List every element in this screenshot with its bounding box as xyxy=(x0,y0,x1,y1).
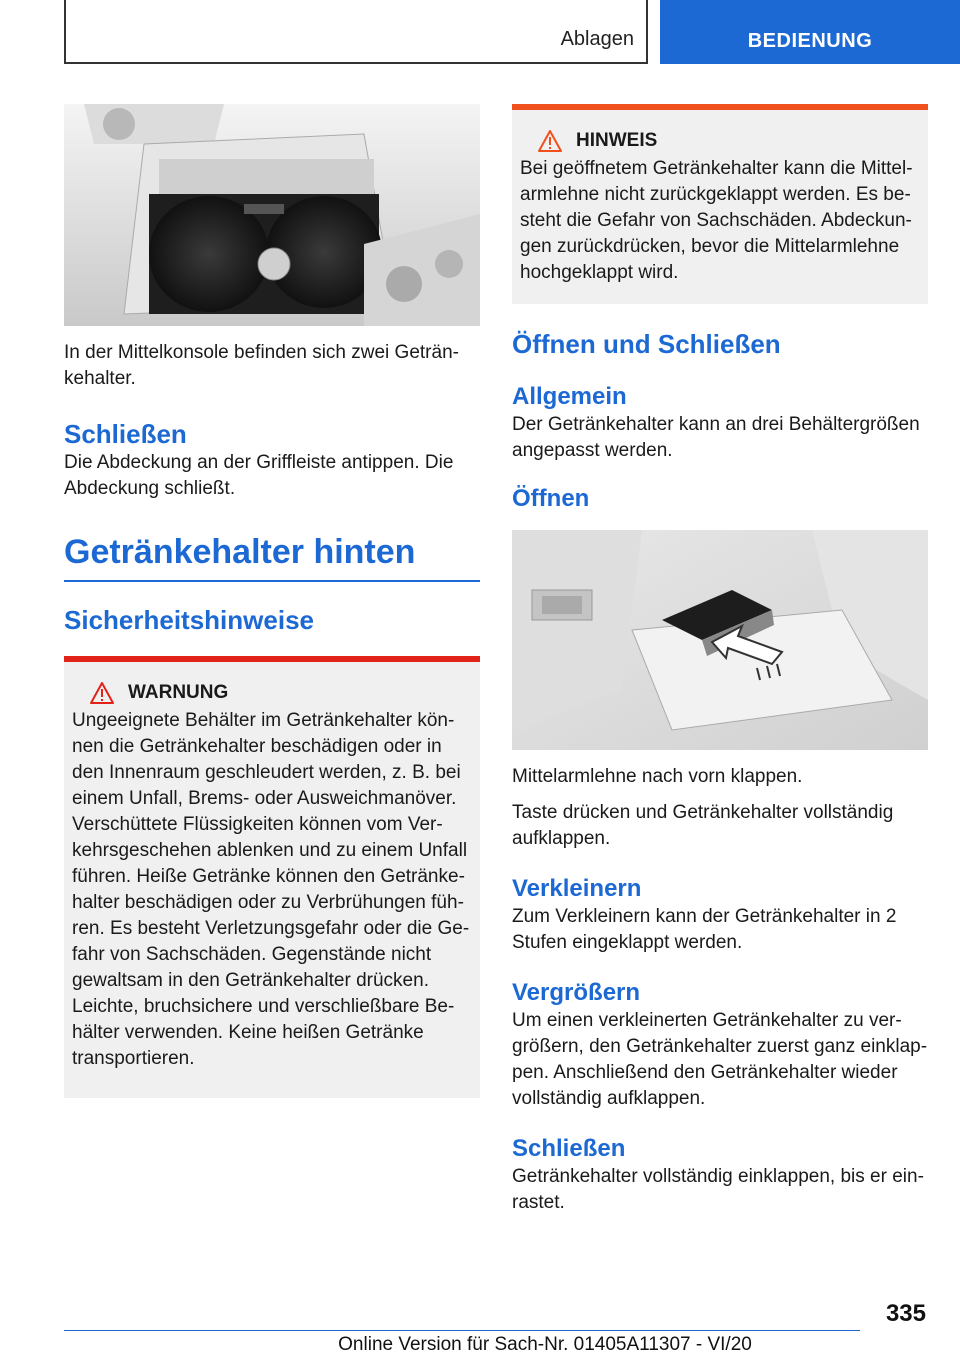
heading-open: Öffnen xyxy=(512,485,590,512)
warning-box xyxy=(64,662,480,1098)
cupholder-illustration xyxy=(64,104,480,326)
notice-triangle-icon xyxy=(538,130,562,152)
heading-open-close: Öffnen und Schließen xyxy=(512,329,781,359)
notice-text: Bei geöffnetem Getränkehalter kann die Mittelarmlehne nicht zurückgeklappt werden. Es besteht die Gefahr von Sachschäden. Abdeckungen zurückdrücken, bevor die Mittelarmlehne hochgeklappt wird. xyxy=(520,158,913,283)
heading-safety-notes: Sicherheitshinweise xyxy=(64,605,314,635)
heading-enlarge: Vergrößern xyxy=(512,979,641,1006)
header-section-title: Ablagen xyxy=(560,28,634,50)
closing-instruction: Die Abdeckung an der Griffleiste antippen. Die Abdeckung schließt. xyxy=(64,452,454,499)
online-version-note: Online Version für Sach-Nr. 01405A11307 - VI/20 xyxy=(338,1334,752,1355)
armrest-illustration xyxy=(512,530,928,750)
heading-rear-cupholders: Getränkehalter hinten xyxy=(64,533,416,571)
center-console-cupholder-photo xyxy=(64,104,480,326)
open-step-2: Taste drücken und Getränkehalter vollständig aufklappen. xyxy=(512,802,894,849)
heading-closing: Schließen xyxy=(64,419,187,449)
footer-rule xyxy=(64,1330,860,1331)
notice-box xyxy=(512,110,928,304)
notice-title-row xyxy=(520,130,918,152)
warning-triangle-icon xyxy=(90,682,114,704)
close-text: Getränkehalter vollständig einklappen, bis er einrastet. xyxy=(512,1166,924,1213)
right-column xyxy=(512,104,928,1216)
caption-two-cupholders: In der Mittelkonsole befinden sich zwei Getränkehalter. xyxy=(64,342,459,389)
heading-rule xyxy=(64,580,480,582)
open-step-1: Mittelarmlehne nach vorn klappen. xyxy=(512,766,803,787)
left-column xyxy=(64,104,480,1098)
heading-close: Schließen xyxy=(512,1135,626,1162)
notice-title: HINWEIS xyxy=(576,130,658,151)
heading-general: Allgemein xyxy=(512,383,627,410)
enlarge-text: Um einen verkleinerten Getränkehalter zu vergrößern, den Getränkehalter zuerst ganz einklappen. Anschließend den Getränkehalter wieder vollständig aufklappen. xyxy=(512,1010,928,1109)
header-chapter-tab: BEDIENUNG xyxy=(660,0,960,64)
warning-title-row xyxy=(72,682,470,704)
general-text: Der Getränkehalter kann an drei Behältergrößen angepasst werden. xyxy=(512,414,920,461)
warning-text: Ungeeignete Behälter im Getränkehalter können die Getränkehalter beschädigen oder in den Innenraum geschleudert werden, z. B. bei einem Unfall, Brems- oder Ausweichmanöver. Verschüttete Flüssigkeiten können vom Verkehrsgeschehen ablenken und zu einem Unfall führen. Heiße Getränke können den Getränkehalter beschädigen oder zu Verbrühungen führen. Es besteht Verletzungsgefahr oder die Gefahr von Sachschäden. Gegenstände nicht gewaltsam in den Getränkehalter drücken. Leichte, bruchsichere und verschließbare Behälter verwenden. Keine heißen Getränke transportieren. xyxy=(72,710,470,1069)
rear-armrest-photo xyxy=(512,530,928,750)
heading-shrink: Verkleinern xyxy=(512,875,642,902)
warning-title: WARNUNG xyxy=(128,682,229,703)
shrink-text: Zum Verkleinern kann der Getränkehalter in 2 Stufen eingeklappt werden. xyxy=(512,906,897,953)
page-number: 335 xyxy=(885,1300,926,1327)
